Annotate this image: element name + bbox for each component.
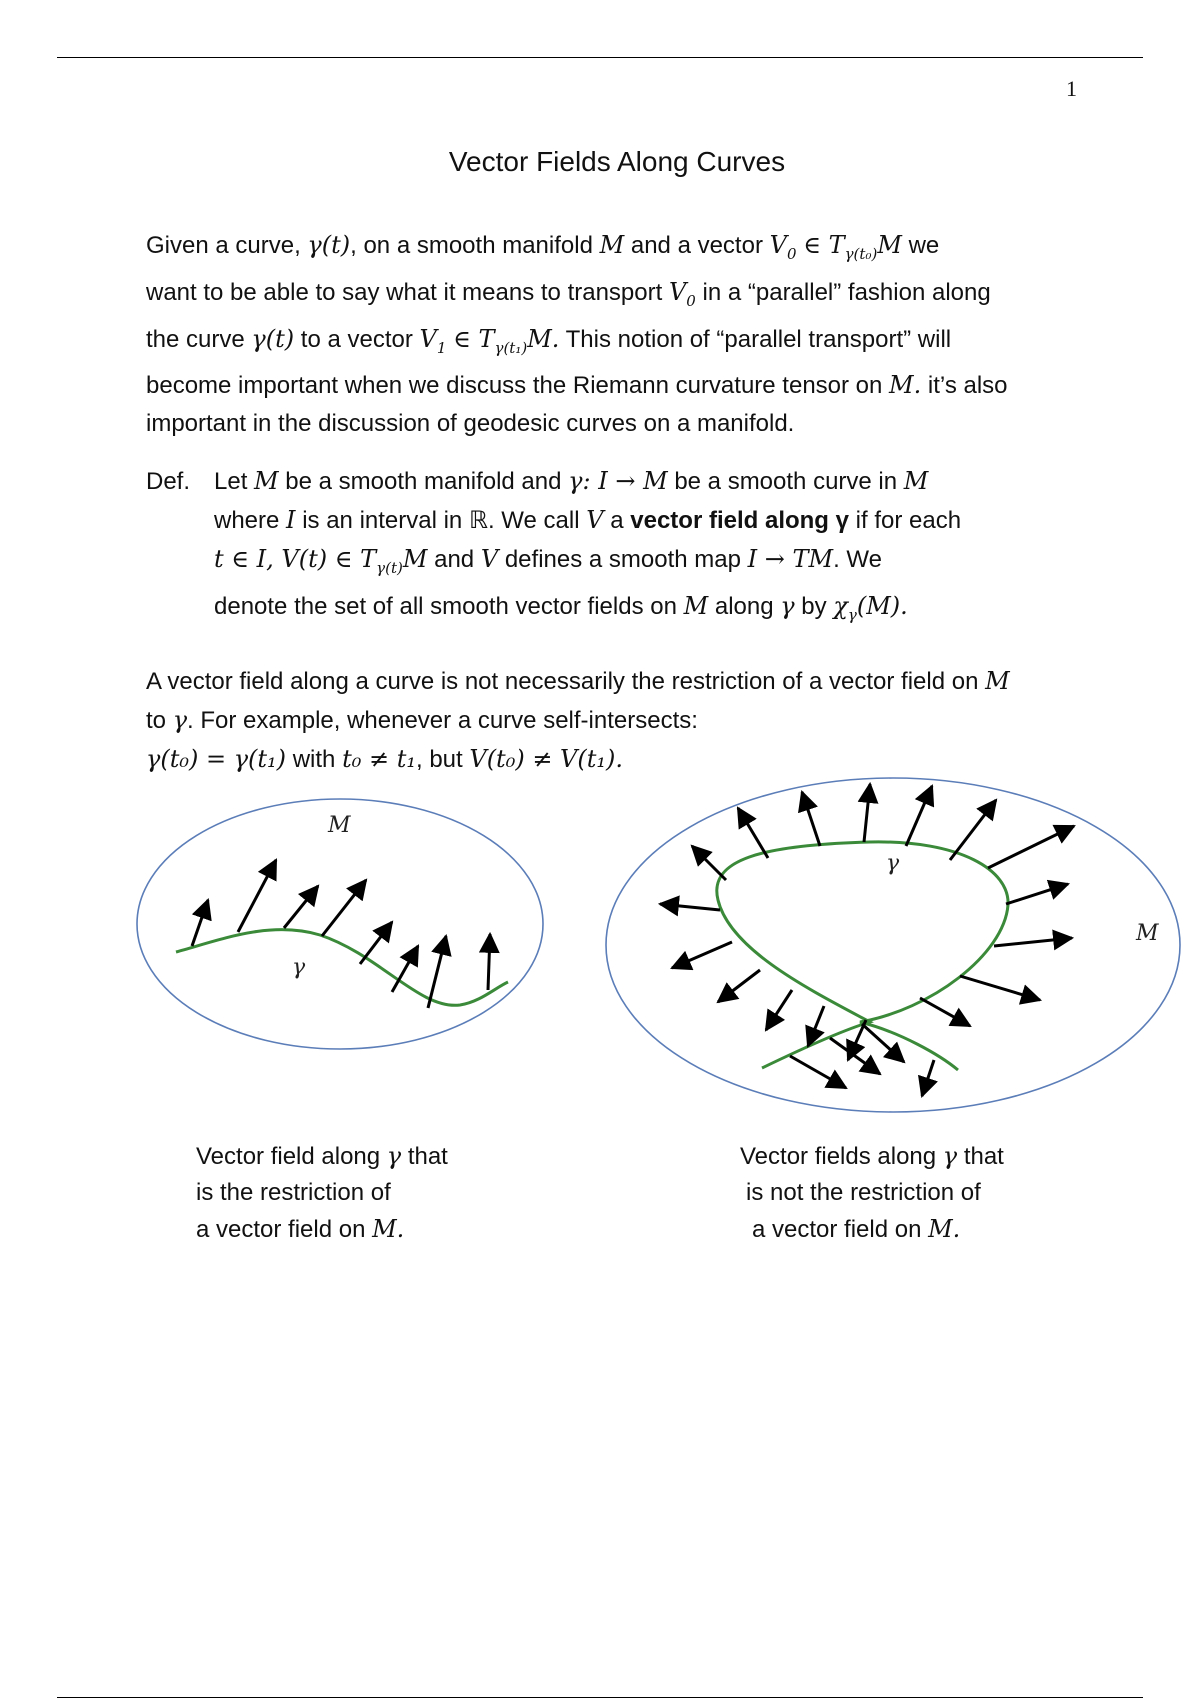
right-arrow [790,1056,846,1088]
right-figure [606,778,1180,1112]
right-arrow [988,826,1074,868]
right-arrows [660,784,1074,1096]
left-caption: Vector field along γ that is the restriction of a vector field on M. [196,1142,448,1243]
right-manifold-label: M [1136,921,1159,946]
remark-line-1: A vector field along a curve is not necessarily the restriction of a vector field on M [146,667,1010,695]
right-arrow [660,904,720,910]
page-title: Vector Fields Along Curves [448,146,786,177]
definition-term: vector field along γ [630,507,849,534]
left-arrow [360,922,392,964]
definition-line-3: t ∈ I, V(t) ∈ $T_{\gamma(t)}M$ and V defines a smooth map I → TM. We [214,545,882,577]
left-manifold-label: M [328,813,351,838]
left-arrow [284,886,318,928]
page-number: 1 [1066,76,1077,101]
right-caption: Vector fields along γ that is not the restriction of a vector field on M. [740,1142,1004,1243]
right-arrow [718,970,760,1002]
remark-line-2: to γ. For example, whenever a curve self-intersects: [146,706,698,734]
left-arrow [322,880,366,936]
definition-line-4: denote the set of all smooth vector fields on M along γ by $\chi_\gamma(M)$. [214,591,908,624]
right-arrow [692,846,726,880]
left-curve [176,930,508,1006]
right-arrow [922,1060,934,1096]
right-arrow [960,976,1040,1000]
bottom-rule [57,1697,1143,1698]
right-arrow [802,792,820,846]
right-curve [717,842,1008,1070]
left-arrow [428,936,446,1008]
right-arrow [906,786,932,846]
intro-line-2: want to be able to say what it means to transport $V_0$ in a “parallel” fashion along [146,277,991,310]
right-manifold-boundary [606,778,1180,1112]
right-curve-label: γ [886,851,900,876]
right-arrow [950,800,996,860]
right-arrow [738,808,768,858]
right-arrow [1006,884,1068,904]
definition-line-1: Def. Let M be a smooth manifold and γ: I → M be a smooth curve in M [146,462,1146,501]
right-arrow [864,784,870,842]
left-arrow [488,934,490,990]
definition-label: Def. [146,468,191,495]
intro-line-4: become important when we discuss the Riemann curvature tensor on M. it’s also [146,371,1008,400]
definition-line-2: where I is an interval in ℝ. We call V a vector field along γ if for each [214,506,962,534]
left-figure [137,799,543,1049]
left-arrow [192,900,208,946]
remark-line-3: γ(t₀) = γ(t₁) with t₀ ≠ t₁, but V(t₀) ≠ V(t₁). [146,745,624,773]
left-curve-label: γ [292,955,306,980]
intro-line-5: important in the discussion of geodesic curves on a manifold. [146,410,795,438]
intro-line-3: the curve γ(t) to a vector $V_1$ ∈ $T_{\gamma(t_1)}M$. This notion of “parallel transport” will [146,324,952,357]
right-arrow [766,990,792,1030]
intro-line-1: Given a curve, γ(t), on a smooth manifold M and a vector $V_0$ ∈ $T_{\gamma(t_0)}M$ we [146,231,940,263]
left-arrow [238,860,276,932]
right-arrow [994,938,1072,946]
right-arrow [672,942,732,968]
right-arrow [920,998,970,1026]
